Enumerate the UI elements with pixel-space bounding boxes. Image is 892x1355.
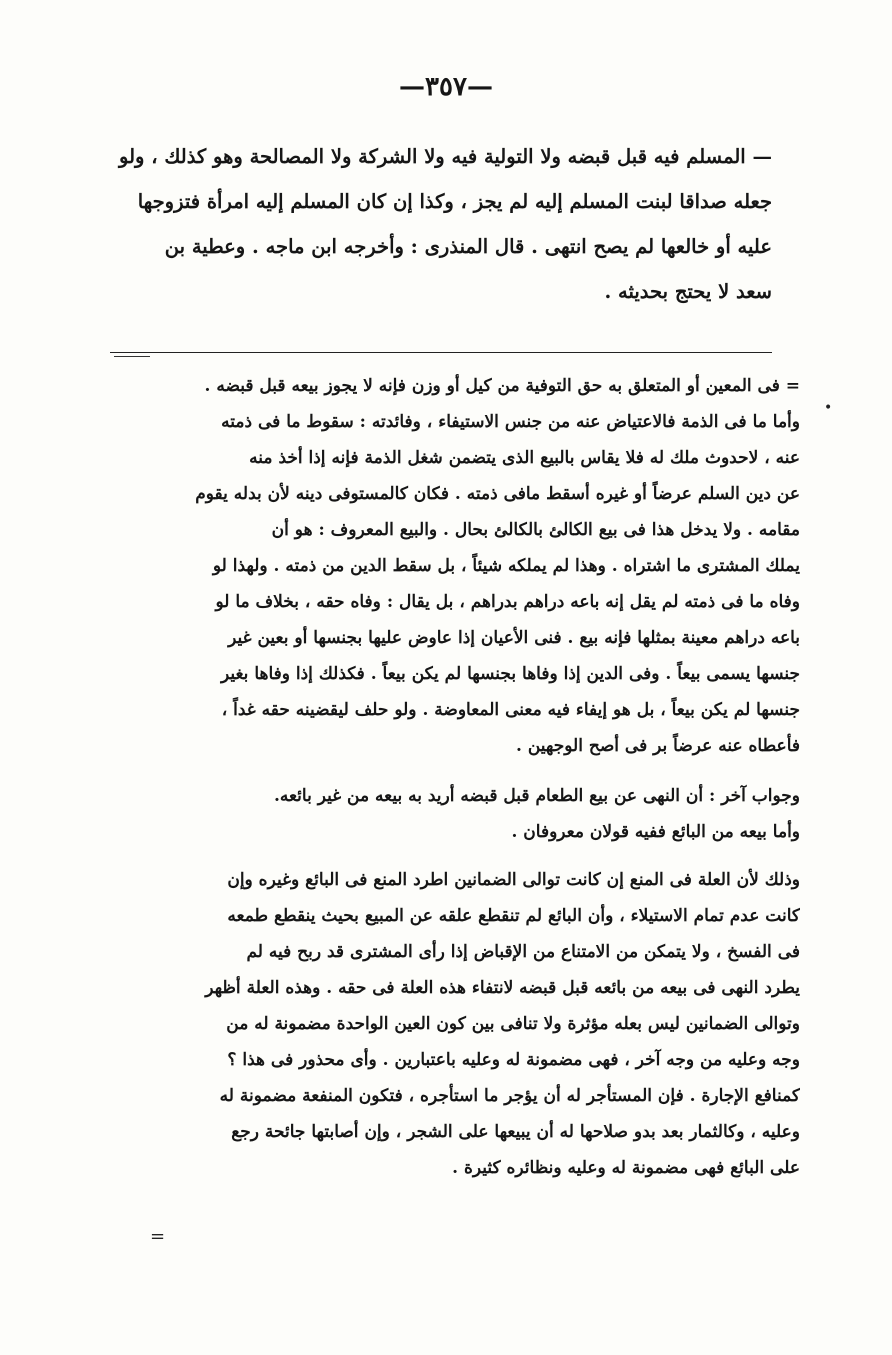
footnote-line: وأما بيعه من البائع ففيه قولان معروفان .	[511, 822, 800, 842]
spacer	[120, 850, 800, 862]
footnote-line: عنه ، لاحدوث ملك له فلا يقاس بالبيع الذى يتضمن شغل الذمة فإنه إذا أخذ منه	[249, 448, 800, 468]
footnote-line: وعليه ، وكالثمار بعد بدو صلاحها له أن يبيعها على الشجر ، وإن أصابتها جائحة رجع	[231, 1122, 800, 1142]
footnote-line: جنسها لم يكن بيعاً ، بل هو إيفاء فيه معنى المعاوضة . ولو حلف ليقضينه حقه غداً ،	[221, 700, 800, 720]
page-number: —٣٥٧—	[399, 72, 493, 102]
footnote-line: عن دين السلم عرضاً أو غيره أسقط مافى ذمته . فكان كالمستوفى دينه لأن بدله يقوم	[195, 484, 800, 504]
footnote-block-1	[120, 368, 800, 764]
footnote-line: مقامه . ولا يدخل هذا فى بيع الكالئ بالكالئ بحال . والبيع المعروف : هو أن	[271, 520, 800, 540]
continuation-mark: =	[150, 1226, 166, 1247]
main-text-line: عليه أو خالعها لم يصح انتهى . قال المنذرى : وأخرجه ابن ماجه . وعطية بن	[164, 235, 772, 258]
footnotes	[120, 368, 800, 1186]
main-text-line: — المسلم فيه قبل قبضه ولا التولية فيه ولا الشركة ولا المصالحة وهو كذلك ، ولو	[119, 145, 772, 168]
footnote-line: يملك المشترى ما اشتراه . وهذا لم يملكه شيئاً ، بل سقط الدين من ذمته . ولهذا لو	[212, 556, 800, 576]
footnote-line: فى الفسخ ، ولا يتمكن من الامتناع من الإقباض إذا رأى المشترى قد ربح فيه لم	[246, 942, 800, 962]
footnote-line: وجه وعليه من وجه آخر ، فهى مضمونة له وعليه باعتبارين . وأى محذور فى هذا ؟	[227, 1050, 800, 1070]
spacer	[120, 764, 800, 778]
footnote-line: وتوالى الضمانين ليس بعله مؤثرة ولا تنافى بين كون العين الواحدة مضمونة له من	[226, 1014, 800, 1034]
footnote-line: كمنافع الإجارة . فإن المستأجر له أن يؤجر ما استأجره ، فتكون المنفعة مضمونة له	[219, 1086, 800, 1106]
main-text-line: سعد لا يحتج بحديثه .	[604, 280, 772, 303]
footnote-separator-short	[114, 356, 150, 357]
footnote-block-2	[120, 778, 800, 850]
footnote-line: وفاه ما فى ذمته لم يقل إنه باعه دراهم بدراهم ، بل يقال : وفاه حقه ، بخلاف ما لو	[215, 592, 800, 612]
footnote-line: كانت عدم تمام الاستيلاء ، وأن البائع لم تنقطع علقه عن المبيع بحيث ينقطع طمعه	[227, 906, 800, 926]
footnote-line: = فى المعين أو المتعلق به حق التوفية من كيل أو وزن فإنه لا يجوز بيعه قبل قبضه .	[204, 376, 800, 396]
footnote-line: وجواب آخر : أن النهى عن بيع الطعام قبل قبضه أريد به بيعه من غير بائعه.	[273, 786, 800, 806]
main-text-line: جعله صداقا لبنت المسلم إليه لم يجز ، وكذا إن كان المسلم إليه امرأة فتزوجها	[137, 190, 772, 213]
footnote-separator	[110, 352, 772, 353]
margin-dot-mark: •	[824, 400, 833, 416]
footnote-block-3	[120, 862, 800, 1186]
main-text	[110, 134, 772, 314]
footnote-line: على البائع فهى مضمونة له وعليه ونظائره كثيرة .	[452, 1158, 800, 1178]
footnote-line: باعه دراهم معينة بمثلها فإنه بيع . فنى الأعيان إذا عاوض عليها بجنسها أو بعين غير	[228, 628, 800, 648]
footnote-line: وأما ما فى الذمة فالاعتياض عنه من جنس الاستيفاء ، وفائدته : سقوط ما فى ذمته	[221, 412, 800, 432]
footnote-line: فأعطاه عنه عرضاً بر فى أصح الوجهين .	[516, 736, 800, 756]
footnote-line: يطرد النهى فى بيعه من بائعه قبل قبضه لانتفاء هذه العلة فى حقه . وهذه العلة أظهر	[205, 978, 800, 998]
footnote-line: وذلك لأن العلة فى المنع إن كانت توالى الضمانين اطرد المنع فى البائع وغيره وإن	[227, 870, 800, 890]
footnote-line: جنسها يسمى بيعاً . وفى الدين إذا وفاها بجنسها لم يكن بيعاً . فكذلك إذا وفاها بغير	[220, 664, 800, 684]
